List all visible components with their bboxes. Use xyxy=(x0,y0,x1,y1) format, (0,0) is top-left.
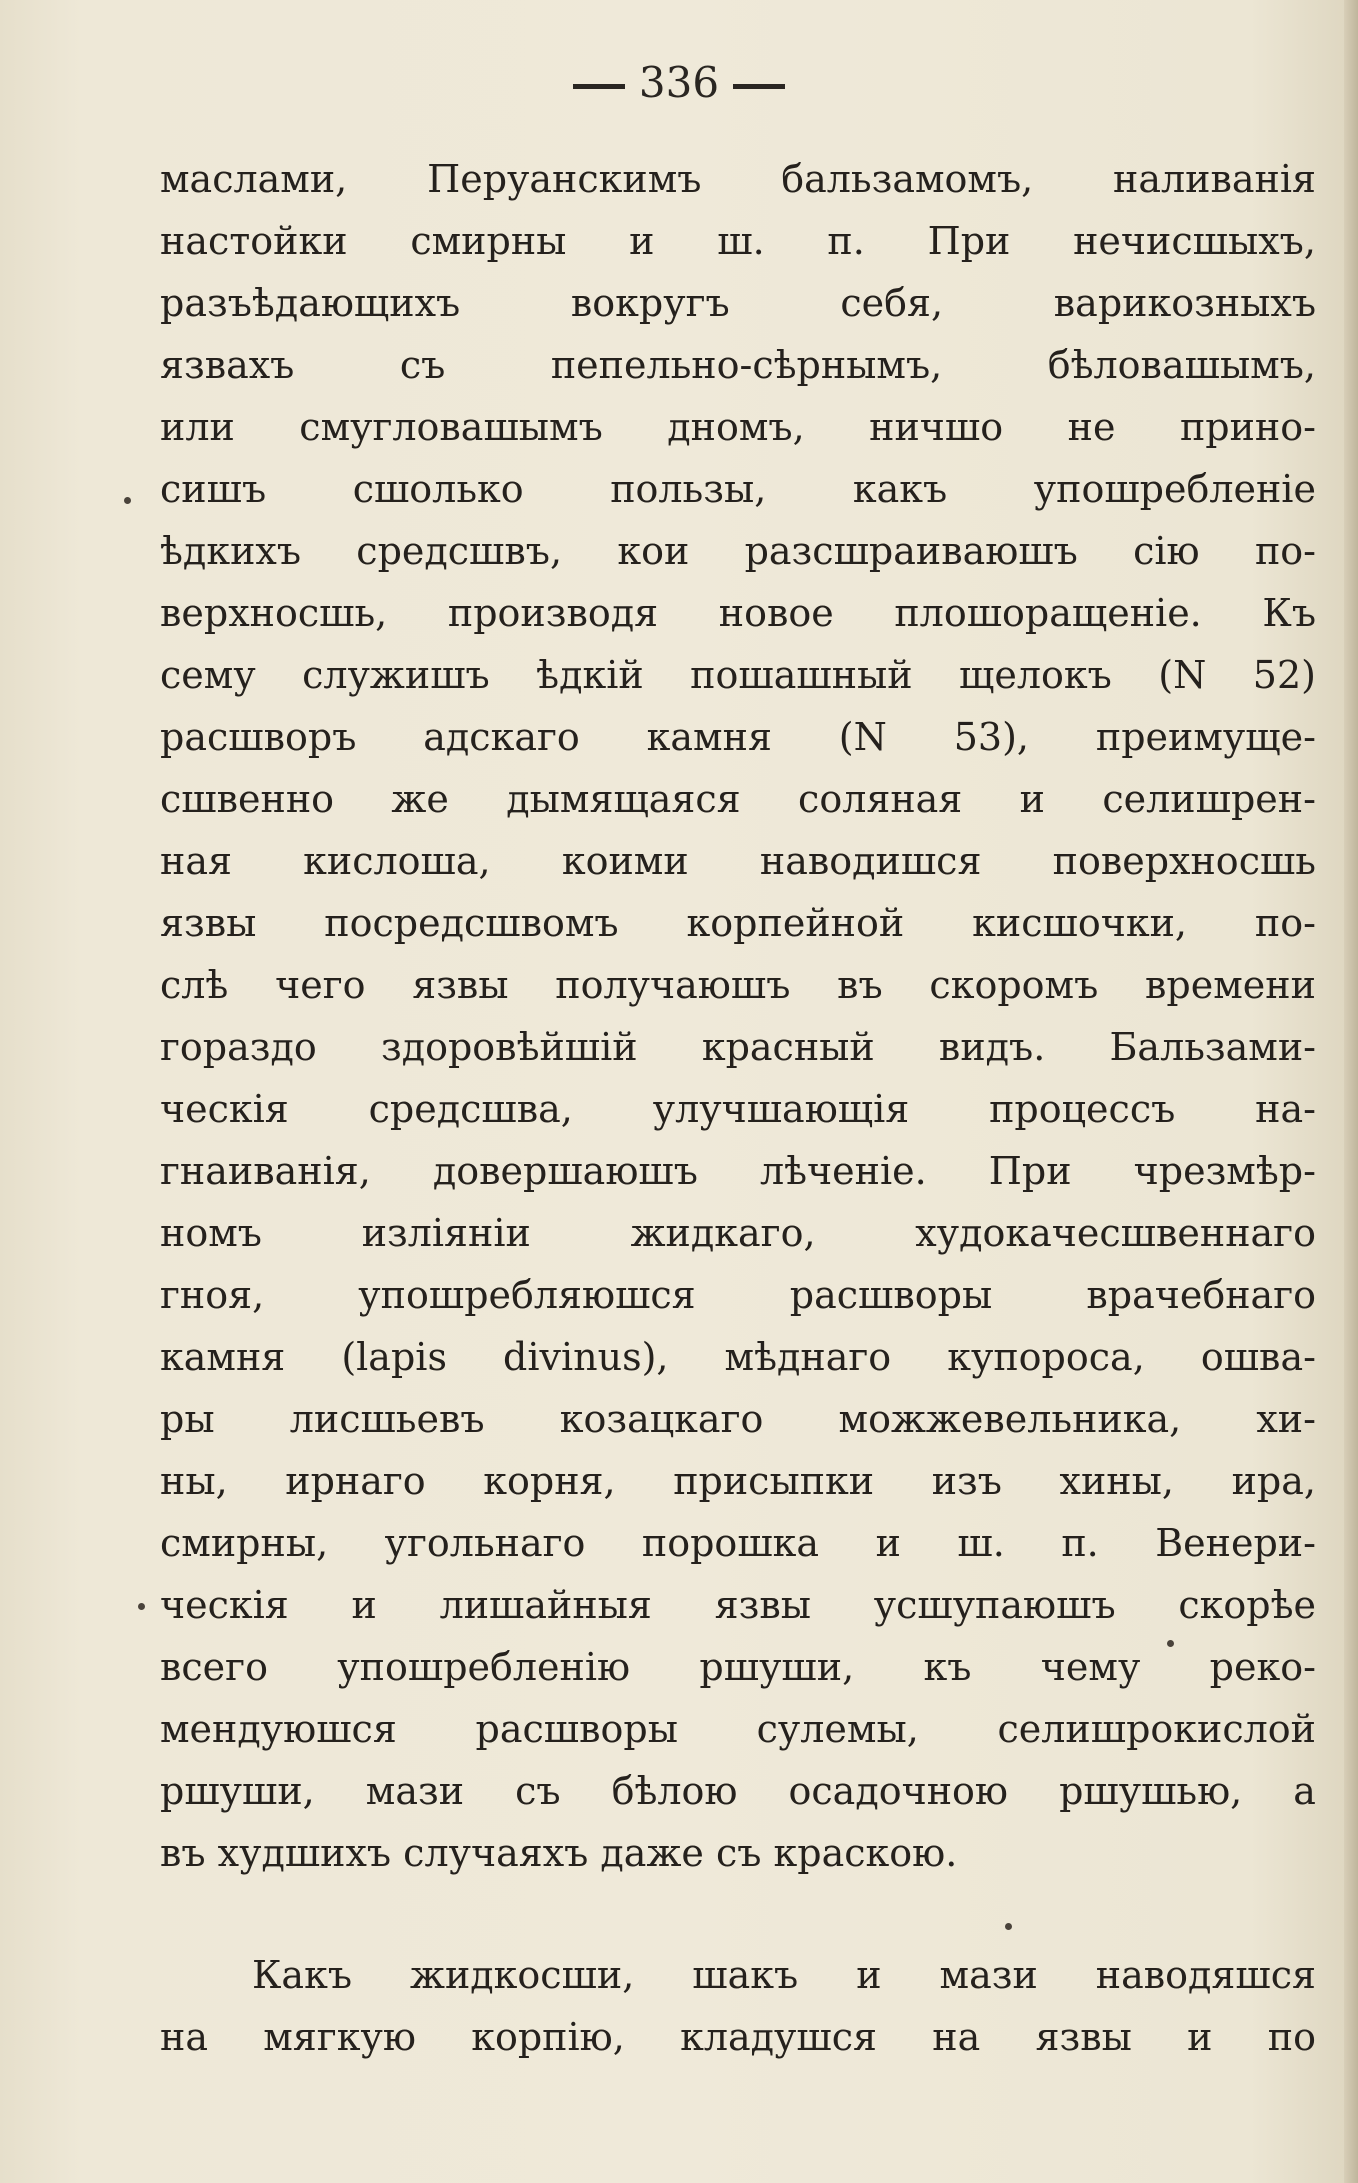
folio-dash-right xyxy=(733,84,785,89)
text-line: гораздо здоровѣйшій красный видъ. Бальзами- xyxy=(160,1025,1316,1069)
text-line: или смугловашымъ дномъ, ничшо не прино- xyxy=(160,405,1316,449)
text-line: настойки смирны и ш. п. При нечисшыхъ, xyxy=(160,219,1316,263)
text-line: язвахъ съ пепельно-сѣрнымъ, бѣловашымъ, xyxy=(160,343,1316,387)
text-line: ная кислоша, коими наводишся поверхносшь xyxy=(160,839,1316,883)
text-line: гноя, упошребляюшся расшворы врачебнаго xyxy=(160,1273,1316,1317)
text-line: ршуши, мази съ бѣлою осадочною ршушью, а xyxy=(160,1769,1316,1813)
ink-speck xyxy=(1005,1923,1012,1930)
text-line: ческія и лишайныя язвы усшупаюшъ скорѣе xyxy=(160,1583,1316,1627)
text-line: номъ изліяніи жидкаго, худокачесшвеннаго xyxy=(160,1211,1316,1255)
page-number: 336 xyxy=(638,58,720,107)
text-line: маслами, Перуанскимъ бальзамомъ, наливанія xyxy=(160,157,1316,201)
text-line: на мягкую корпію, кладушся на язвы и по xyxy=(160,2015,1316,2059)
paragraph-1 xyxy=(160,148,1316,1884)
ink-speck xyxy=(138,1603,145,1610)
text-line: слѣ чего язвы получаюшъ въ скоромъ времени xyxy=(160,963,1316,1007)
text-line: ны, ирнаго корня, присыпки изъ хины, ира, xyxy=(160,1459,1316,1503)
text-line: ческія средсшва, улучшающія процессъ на- xyxy=(160,1087,1316,1131)
text-line: сшвенно же дымящаяся соляная и селишрен- xyxy=(160,777,1316,821)
text-line: ры лисшьевъ козацкаго можжевельника, хи- xyxy=(160,1397,1316,1441)
page-header xyxy=(0,58,1358,107)
text-line: расшворъ адскаго камня (N 53), преимуще- xyxy=(160,715,1316,759)
folio-dash-left xyxy=(573,84,625,89)
text-line: смирны, угольнаго порошка и ш. п. Венери- xyxy=(160,1521,1316,1565)
body-text xyxy=(160,148,1316,2068)
text-line: мендуюшся расшворы сулемы, селишрокислой xyxy=(160,1707,1316,1751)
text-line: гнаиванія, довершаюшъ лѣченіе. При чрезмѣр- xyxy=(160,1149,1316,1193)
text-line: камня (lapis divinus), мѣднаго купороса, ошва- xyxy=(160,1335,1316,1379)
text-line: въ худшихъ случаяхъ даже съ краскою. xyxy=(160,1831,958,1875)
text-line: Какъ жидкосши, шакъ и мази наводяшся xyxy=(252,1953,1316,1997)
paragraph-gap xyxy=(160,1884,1316,1944)
page-edge xyxy=(1344,0,1358,2183)
text-line: ѣдкихъ средсшвъ, кои разсшраиваюшъ сію по- xyxy=(160,529,1316,573)
ink-speck xyxy=(124,497,131,504)
text-line: верхносшь, производя новое плошоращеніе. Къ xyxy=(160,591,1316,635)
text-line: разъѣдающихъ вокругъ себя, варикозныхъ xyxy=(160,281,1316,325)
text-line: сишъ сшолько пользы, какъ упошребленіе xyxy=(160,467,1316,511)
ink-speck xyxy=(1167,1640,1174,1647)
text-line: всего упошребленію ршуши, къ чему реко- xyxy=(160,1645,1316,1689)
text-line: сему служишъ ѣдкій пошашный щелокъ (N 52) xyxy=(160,653,1316,697)
text-line: язвы посредсшвомъ корпейной кисшочки, по- xyxy=(160,901,1316,945)
paragraph-2 xyxy=(160,1944,1316,2068)
